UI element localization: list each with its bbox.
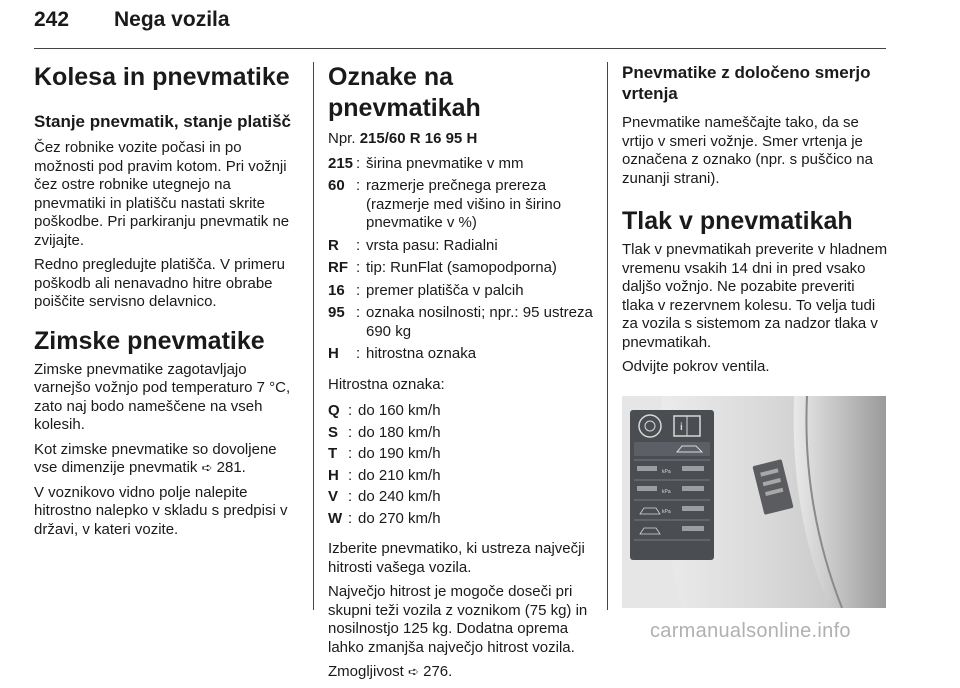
definition-value: tip: RunFlat (samopodporna): [366, 259, 557, 276]
definition-key: 95: [328, 304, 345, 321]
definition-row: [328, 259, 596, 278]
paragraph: [34, 441, 302, 478]
example-code: 215/60 R 16 95 H: [359, 130, 478, 147]
separator-colon: :: [348, 488, 353, 505]
definition-list: [328, 155, 596, 364]
tyre-code-example: [328, 130, 596, 149]
photo-illustration: [622, 396, 886, 608]
column-1: [34, 62, 302, 545]
definition-row: [328, 467, 596, 486]
chapter-title: Nega vozila: [114, 8, 230, 31]
page-header: [34, 8, 886, 48]
separator-colon: :: [356, 304, 361, 321]
definition-row: [328, 402, 596, 421]
section-title-winter-tyres: Zimske pnevmatike: [34, 326, 265, 355]
definition-key: Q: [328, 402, 340, 419]
definition-key: T: [328, 445, 338, 462]
column-divider-2: [607, 62, 608, 610]
definition-key: 215: [328, 154, 354, 172]
separator-colon: :: [348, 466, 353, 484]
definition-value: razmerje prečnega prereza (razmerje med višino in širino pnevmatike v %): [366, 177, 562, 231]
paragraph: Čez robnike vozite počasi in po možnosti pod pravim kotom. Pri vožnji čez ostre robnike utegnejo na pnevmatiki in platišču nastati skrite poškodbe. Pri parkiranju pnevmatik ne zvijajte.: [34, 139, 290, 249]
speed-rating-heading: Hitrostna oznaka:: [328, 375, 445, 393]
svg-text:i: i: [680, 422, 683, 433]
page-reference-number[interactable]: 276.: [418, 663, 453, 680]
column-divider-1: [313, 62, 314, 610]
separator-colon: :: [356, 259, 361, 276]
header-divider: [34, 48, 886, 49]
label-unit-text: kPa: [662, 489, 671, 495]
definition-key: W: [328, 509, 343, 527]
paragraph: V voznikovo vidno polje nalepite hitrostno nalepko v skladu s predpisi v državi, v kateri vozite.: [34, 483, 288, 538]
separator-colon: :: [356, 345, 361, 362]
paragraph: Zimske pnevmatike zagotavljajo varnejšo vožnjo pod temperaturo 7 °C, zato naj bodo nameščene na vseh kolesih.: [34, 360, 291, 433]
paragraph-text: Kot zimske pnevmatike so dovoljene vse dimenzije pnevmatik: [34, 440, 277, 476]
paragraph-text: Zmogljivost: [328, 663, 409, 680]
definition-value: do 160 km/h: [358, 402, 441, 419]
section-heading-directional-tyres: Pnevmatike z določeno smerjo vrtenja: [622, 63, 871, 103]
example-prefix: Npr.: [328, 130, 360, 147]
page-reference-icon[interactable]: ➪: [408, 664, 419, 679]
definition-value: do 270 km/h: [358, 509, 441, 527]
separator-colon: :: [348, 509, 353, 527]
paragraph: Pnevmatike nameščajte tako, da se vrtijo v smeri vožnje. Smer vrtenja je označena z oznako (npr. s puščico na zunanji strani).: [622, 114, 873, 187]
definition-value: hitrostna oznaka: [366, 345, 477, 362]
page-reference-icon[interactable]: ➪: [201, 460, 213, 475]
definition-row: [328, 304, 596, 341]
separator-colon: :: [348, 445, 353, 462]
paragraph: Največjo hitrost je mogoče doseči pri skupni teži vozila z voznikom (75 kg) in nosilnostjo 125 kg. Dodatna oprema lahko zmanjša največjo hitrost vozila.: [328, 583, 588, 656]
definition-key: H: [328, 466, 339, 484]
section-title-tyre-markings: Oznake na pnevmatikah: [328, 63, 481, 122]
definition-value: do 210 km/h: [358, 466, 441, 484]
page-title: Kolesa in pnevmatike: [34, 63, 290, 91]
definition-key: V: [328, 488, 339, 505]
tyre-pressure-label-photo: [622, 396, 886, 608]
definition-row: [328, 237, 596, 256]
speed-rating-list: [328, 402, 596, 528]
paragraph: Izberite pnevmatiko, ki ustreza največji hitrosti vašega vozila.: [328, 540, 585, 576]
definition-row: [328, 510, 596, 529]
tyre-pressure-label-icon: [630, 410, 714, 560]
definition-row: [328, 155, 596, 174]
section-heading-rim-condition: Stanje pnevmatik, stanje platišč: [34, 112, 291, 131]
section-title-tyre-pressure: Tlak v pnevmatikah: [622, 207, 853, 235]
definition-value: do 180 km/h: [358, 423, 441, 441]
definition-row: [328, 282, 596, 301]
definition-key: 16: [328, 281, 345, 299]
paragraph: [328, 663, 596, 682]
paragraph: Odvijte pokrov ventila.: [622, 358, 770, 375]
page-reference-number[interactable]: 281.: [212, 459, 246, 476]
separator-colon: :: [356, 236, 361, 254]
watermark: carmanualsonline.info: [650, 620, 851, 642]
separator-colon: :: [348, 423, 353, 441]
separator-colon: :: [356, 154, 361, 172]
separator-colon: :: [356, 281, 361, 299]
definition-key: R: [328, 236, 339, 254]
label-unit-text: kPa: [662, 469, 671, 475]
separator-colon: :: [356, 177, 361, 194]
paragraph: Tlak v pnevmatikah preverite v hladnem vremenu vsakih 14 dni in pred vsako daljšo vožnjo. Ne pozabite preveriti tlaka v rezervnem kolesu. To velja tudi za vozila s sistemom za nadzor tlaka v pnevmatikah.: [622, 241, 888, 351]
definition-row: [328, 488, 596, 507]
definition-key: 60: [328, 177, 345, 194]
definition-key: S: [328, 423, 339, 441]
definition-value: širina pnevmatike v mm: [366, 154, 524, 172]
definition-row: [328, 177, 596, 233]
definition-value: do 240 km/h: [358, 488, 441, 505]
paragraph: Redno pregledujte platišča. V primeru poškodb ali nenavadno hitre obrabe poiščite servisno delavnico.: [34, 256, 285, 310]
label-unit-text: kPa: [662, 509, 671, 515]
column-3: [622, 62, 890, 383]
definition-key: H: [328, 345, 339, 362]
definition-value: oznaka nosilnosti; npr.: 95 ustreza 690 kg: [366, 304, 593, 340]
definition-key: RF: [328, 259, 348, 276]
definition-row: [328, 424, 596, 443]
column-2: [328, 62, 596, 688]
separator-colon: :: [348, 402, 353, 419]
definition-value: premer platišča v palcih: [366, 281, 524, 299]
definition-row: [328, 345, 596, 364]
page-number: 242: [34, 8, 70, 31]
definition-value: vrsta pasu: Radialni: [366, 236, 498, 254]
definition-row: [328, 445, 596, 464]
definition-value: do 190 km/h: [358, 445, 441, 462]
